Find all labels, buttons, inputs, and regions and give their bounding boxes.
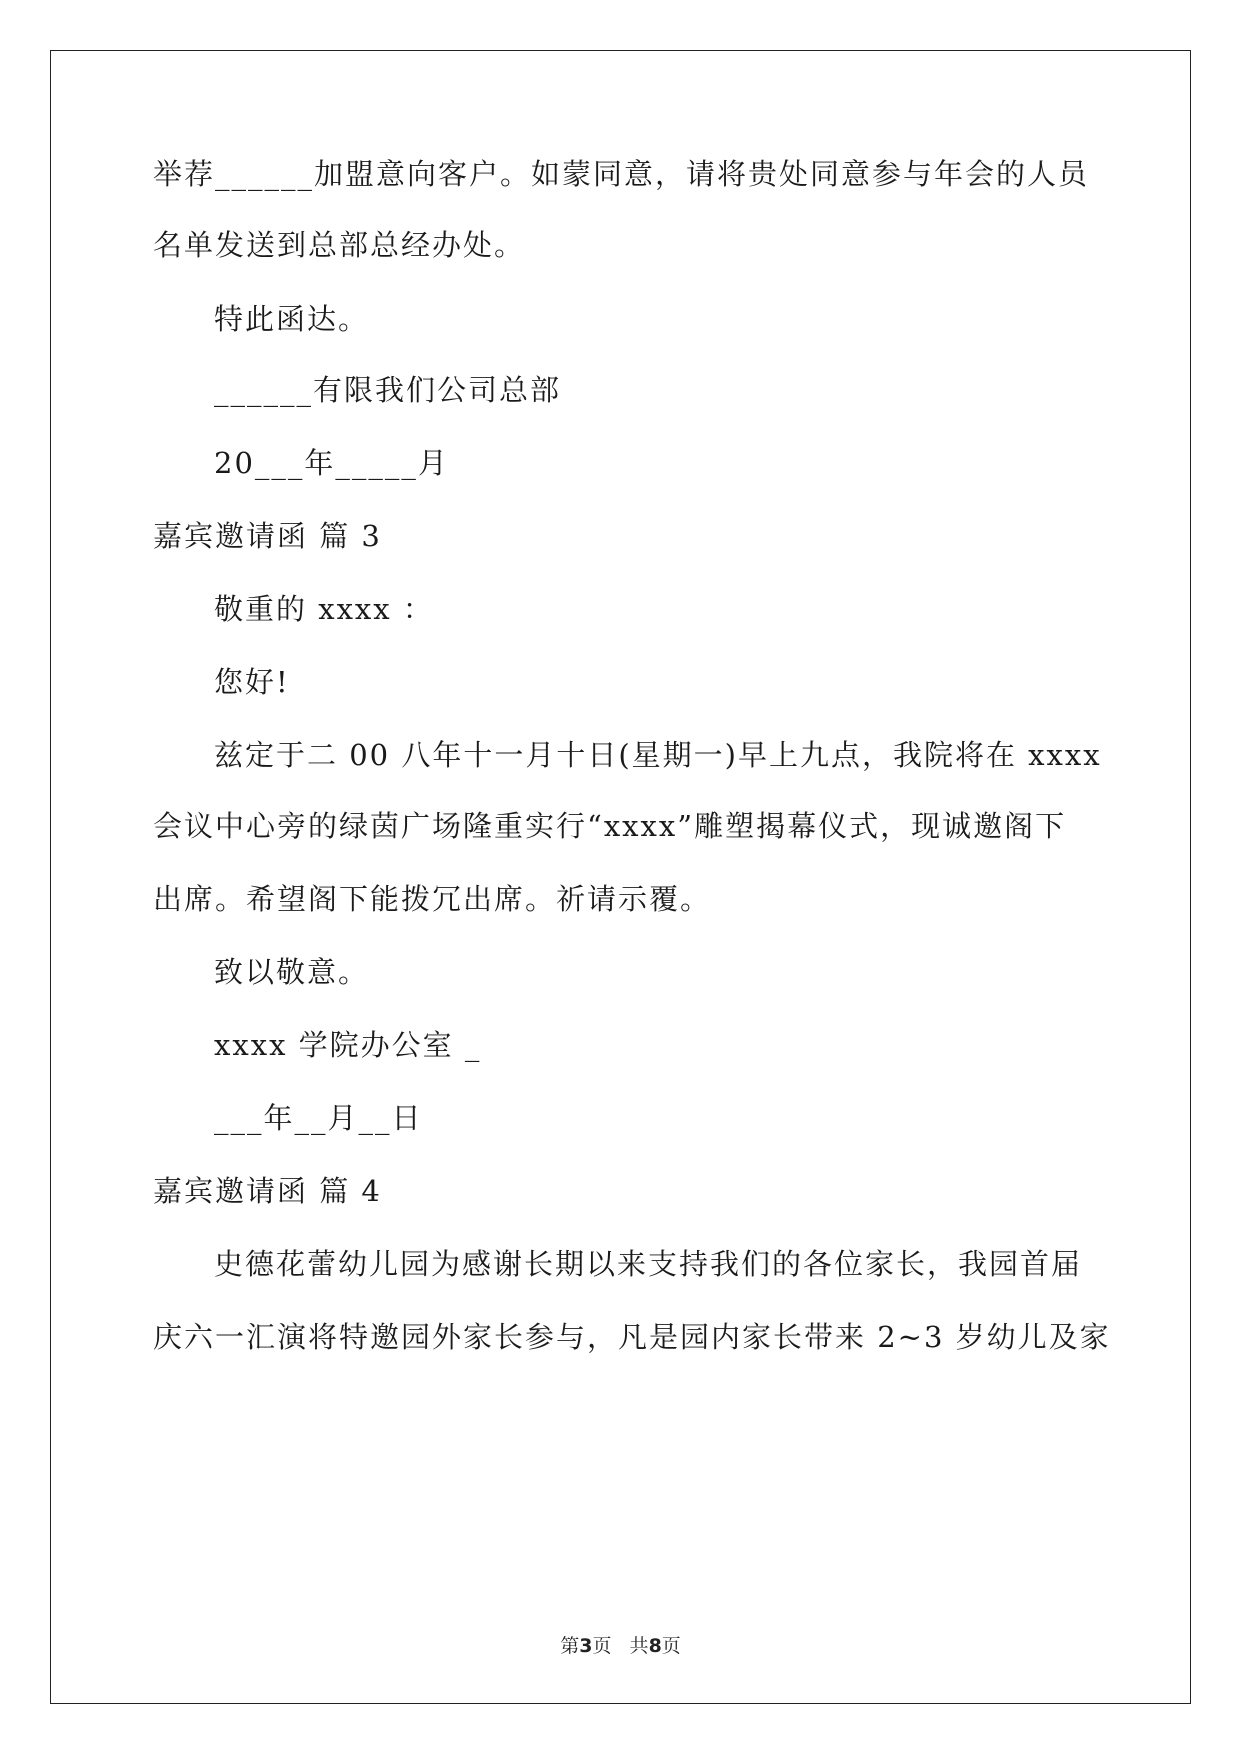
greeting-line: 您好!	[214, 665, 290, 699]
paragraph-line: 庆六一汇演将特邀园外家长参与，凡是园内家长带来 2~3 岁幼儿及家	[153, 1320, 1111, 1354]
paragraph-line: 史德花蕾幼儿园为感谢长期以来支持我们的各位家长，我园首届	[214, 1247, 1083, 1281]
paragraph-line: 兹定于二 00 八年十一月十日(星期一)早上九点，我院将在 xxxx	[214, 738, 1102, 772]
date-line: ___年__月__日	[214, 1101, 423, 1135]
signature-line: xxxx 学院办公室 _	[214, 1028, 482, 1062]
section-heading: 嘉宾邀请函 篇 3	[153, 519, 382, 553]
page-frame	[50, 50, 1191, 1704]
paragraph-line: 致以敬意。	[214, 955, 370, 989]
paragraph-line: 举荐______加盟意向客户。如蒙同意，请将贵处同意参与年会的人员	[153, 157, 1090, 191]
paragraph-line: 特此函达。	[214, 302, 370, 336]
paragraph-line: 出席。希望阁下能拨冗出席。祈请示覆。	[153, 882, 712, 916]
page-footer	[0, 1634, 1241, 1658]
paragraph-line: 会议中心旁的绿茵广场隆重实行“xxxx”雕塑揭幕仪式，现诚邀阁下	[153, 809, 1067, 843]
section-heading: 嘉宾邀请函 篇 4	[153, 1174, 382, 1208]
salutation-line: 敬重的 xxxx ：	[214, 592, 434, 626]
date-line: 20___年_____月	[214, 446, 449, 480]
current-page-number: 3	[579, 1635, 593, 1657]
signature-line: ______有限我们公司总部	[214, 373, 562, 407]
paragraph-line: 名单发送到总部总经办处。	[153, 228, 526, 262]
footer-suffix: 页	[661, 1635, 681, 1657]
footer-mid: 页 共	[592, 1635, 649, 1657]
footer-prefix: 第	[560, 1635, 580, 1657]
total-page-number: 8	[648, 1635, 662, 1657]
